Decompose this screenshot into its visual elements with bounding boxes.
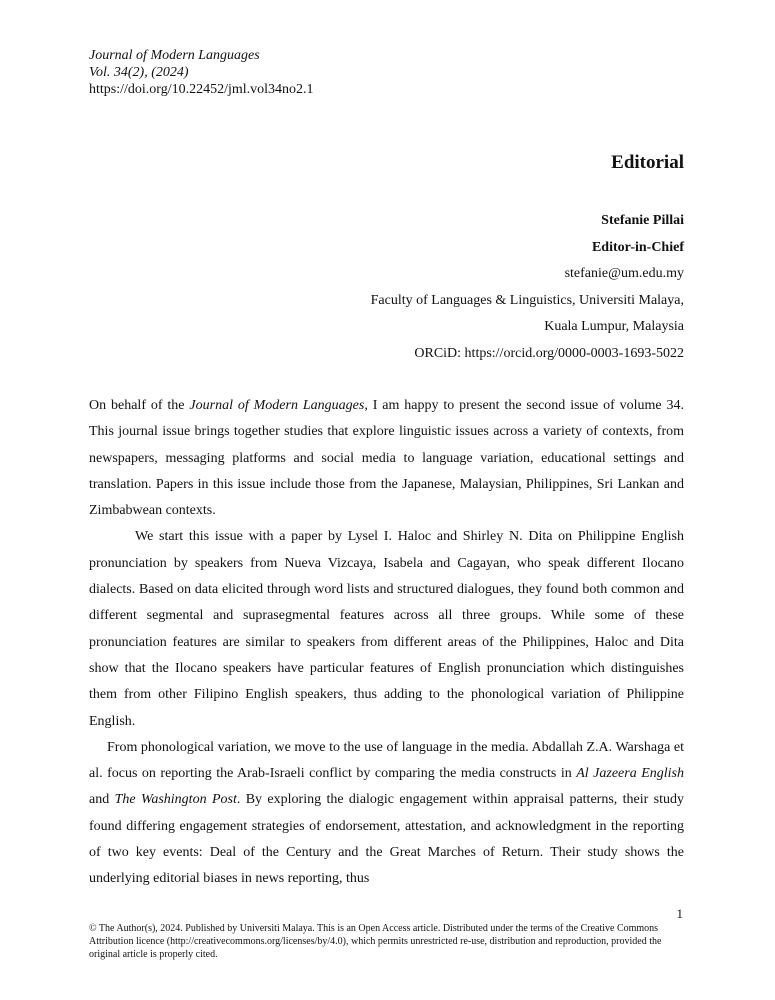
p3-source-2: The Washington Post <box>114 792 237 808</box>
p1-text-b: , I am happy to present the second issue of volume 34. This journal issue brings together studies that explore linguistic issues across a variety of contexts, from newspapers, messaging platforms and social media to language variation, educational settings and translation. Papers in this issue include those from the Japanese, Malaysian, Philippines, Sri Lankan and Zimbabwean contexts. <box>89 398 685 519</box>
doi-link[interactable]: https://doi.org/10.22452/jml.vol34no2.1 <box>89 82 314 97</box>
page-title: Editorial <box>611 152 684 173</box>
p3-text-b: . By exploring the dialogic engagement within appraisal patterns, their study found differing engagement strategies of endorsement, attestation, and acknowledgment in the reporting of two key events: Deal of the Century and the Great Marches of Return. Their study shows the underlying editorial biases in news reporting, thus <box>89 792 685 887</box>
author-email[interactable]: stefanie@um.edu.my <box>564 266 684 281</box>
p1-text-a: On behalf of the <box>89 398 190 413</box>
p3-source-1: Al Jazeera English <box>576 766 684 782</box>
journal-name: Journal of Modern Languages <box>89 48 260 63</box>
author-name: Stefanie Pillai <box>601 213 684 228</box>
author-orcid[interactable]: ORCiD: https://orcid.org/0000-0003-1693-5022 <box>414 345 684 361</box>
article-body <box>89 393 684 893</box>
author-role: Editor-in-Chief <box>591 239 684 255</box>
journal-header <box>89 47 314 98</box>
p3-text-a: From phonological variation, we move to the use of language in the media. Abdallah Z.A. Warshaga et al. focus on reporting the Arab-Israeli conflict by comparing the media constructs in <box>89 739 684 782</box>
p1-journal-title: Journal of Modern Languages <box>189 398 365 413</box>
author-location: Kuala Lumpur, Malaysia <box>544 319 684 334</box>
paragraph-3 <box>89 735 684 893</box>
journal-volume: Vol. 34(2), (2024) <box>89 65 189 80</box>
paragraph-2: We start this issue with a paper by Lysel I. Haloc and Shirley N. Dita on Philippine English pronunciation by speakers from Nueva Vizcaya, Isabela and Cagayan, who speak different Ilocano dialects. Based on data elicited through word lists and structured dialogues, they found both common and different segmental and suprasegmental features across all three groups. While some of these pronunciation features are similar to speakers from different areas of the Philippines, Haloc and Dita show that the Ilocano speakers have particular features of English pronunciation which distinguishes them from other Filipino English speakers, thus adding to the phonological variation of Philippine English. <box>89 529 684 729</box>
author-affiliation: Faculty of Languages & Linguistics, Universiti Malaya, <box>370 292 684 308</box>
paragraph-1 <box>89 393 684 524</box>
page-number: 1 <box>676 906 683 921</box>
author-block <box>184 208 684 367</box>
p3-and: and <box>89 792 115 808</box>
license-footer: © The Author(s), 2024. Published by Universiti Malaya. This is an Open Access article. Distributed under the terms of the Creative Commons Attribution licence (http://creativecommons.org/licenses/by/4.0), which permits unrestricted re-use, distribution and reproduction, provided the original article is properly cited. <box>89 923 662 960</box>
